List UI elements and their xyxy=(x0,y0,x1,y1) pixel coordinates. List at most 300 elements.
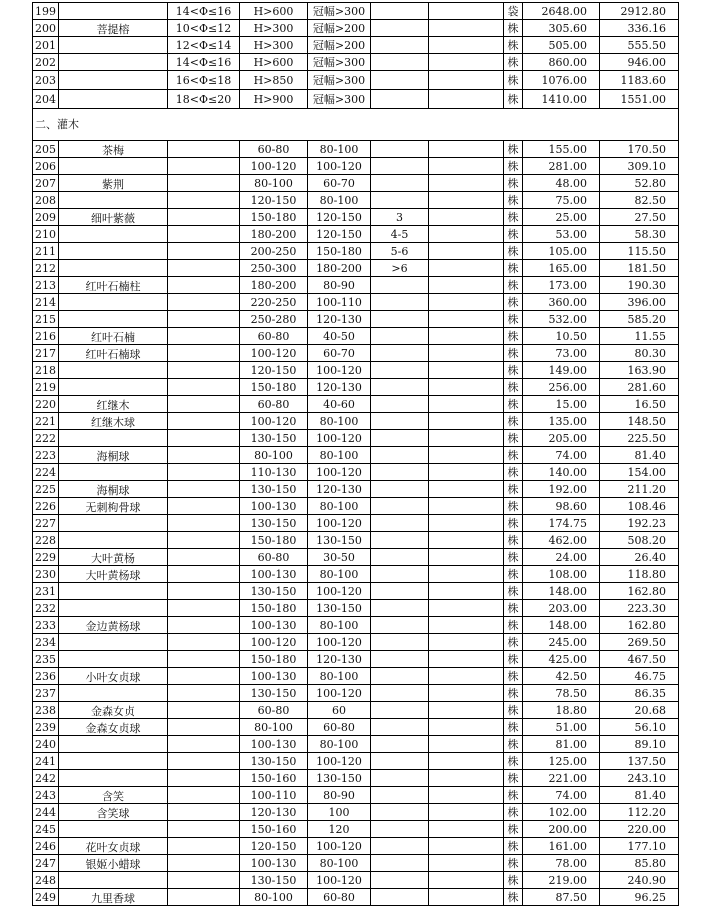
table-row xyxy=(33,20,679,37)
diameter-spec-cell xyxy=(168,430,240,447)
item-no-cell: 238 xyxy=(33,702,59,719)
height-spec-cell: 150-180 xyxy=(240,209,308,226)
remark-cell xyxy=(429,362,504,379)
diameter-spec-cell xyxy=(168,328,240,345)
item-no-cell: 221 xyxy=(33,413,59,430)
unit-cell: 株 xyxy=(504,685,523,702)
crown-spec-cell: 80-100 xyxy=(308,855,371,872)
tax-price-cell: 96.25 xyxy=(600,889,679,906)
branch-spec-cell xyxy=(371,71,429,90)
diameter-spec-cell xyxy=(168,481,240,498)
price-cell: 18.80 xyxy=(523,702,600,719)
remark-cell xyxy=(429,345,504,362)
branch-spec-cell: 3 xyxy=(371,209,429,226)
plant-name-cell: 金森女贞 xyxy=(59,702,168,719)
item-no-cell: 208 xyxy=(33,192,59,209)
remark-cell xyxy=(429,277,504,294)
item-no-cell: 226 xyxy=(33,498,59,515)
price-cell: 51.00 xyxy=(523,719,600,736)
price-cell: 75.00 xyxy=(523,192,600,209)
crown-spec-cell: 冠幅>300 xyxy=(308,71,371,90)
price-cell: 532.00 xyxy=(523,311,600,328)
plant-name-cell xyxy=(59,464,168,481)
diameter-spec-cell: 10<Φ≤12 xyxy=(168,20,240,37)
item-no-cell: 244 xyxy=(33,804,59,821)
price-cell: 165.00 xyxy=(523,260,600,277)
plant-name-cell: 菩提榕 xyxy=(59,20,168,37)
height-spec-cell: 250-300 xyxy=(240,260,308,277)
branch-spec-cell xyxy=(371,736,429,753)
crown-spec-cell: 80-90 xyxy=(308,277,371,294)
unit-cell: 株 xyxy=(504,770,523,787)
tax-price-cell: 177.10 xyxy=(600,838,679,855)
item-no-cell: 225 xyxy=(33,481,59,498)
remark-cell xyxy=(429,855,504,872)
diameter-spec-cell xyxy=(168,532,240,549)
remark-cell xyxy=(429,736,504,753)
branch-spec-cell xyxy=(371,719,429,736)
table-row xyxy=(33,668,679,685)
diameter-spec-cell xyxy=(168,685,240,702)
unit-cell: 株 xyxy=(504,447,523,464)
price-cell: 81.00 xyxy=(523,736,600,753)
table-row xyxy=(33,243,679,260)
diameter-spec-cell xyxy=(168,838,240,855)
item-no-cell: 202 xyxy=(33,54,59,71)
remark-cell xyxy=(429,141,504,158)
diameter-spec-cell xyxy=(168,804,240,821)
tax-price-cell: 16.50 xyxy=(600,396,679,413)
crown-spec-cell: 120 xyxy=(308,821,371,838)
diameter-spec-cell xyxy=(168,209,240,226)
plant-name-cell xyxy=(59,600,168,617)
crown-spec-cell: 120-130 xyxy=(308,651,371,668)
remark-cell xyxy=(429,481,504,498)
height-spec-cell: 100-120 xyxy=(240,158,308,175)
branch-spec-cell xyxy=(371,413,429,430)
plant-name-cell: 海桐球 xyxy=(59,481,168,498)
price-cell: 42.50 xyxy=(523,668,600,685)
item-no-cell: 201 xyxy=(33,37,59,54)
height-spec-cell: 100-130 xyxy=(240,668,308,685)
price-cell: 148.00 xyxy=(523,617,600,634)
plant-name-cell xyxy=(59,583,168,600)
unit-cell: 袋 xyxy=(504,3,523,20)
table-row xyxy=(33,838,679,855)
price-table xyxy=(32,2,679,906)
crown-spec-cell: 30-50 xyxy=(308,549,371,566)
tax-price-cell: 58.30 xyxy=(600,226,679,243)
crown-spec-cell: 100-120 xyxy=(308,838,371,855)
crown-spec-cell: 100-120 xyxy=(308,362,371,379)
table-row xyxy=(33,719,679,736)
table-row xyxy=(33,498,679,515)
plant-name-cell xyxy=(59,515,168,532)
table-row xyxy=(33,311,679,328)
diameter-spec-cell xyxy=(168,872,240,889)
table-row xyxy=(33,379,679,396)
item-no-cell: 232 xyxy=(33,600,59,617)
diameter-spec-cell: 16<Φ≤18 xyxy=(168,71,240,90)
branch-spec-cell xyxy=(371,668,429,685)
height-spec-cell: H>900 xyxy=(240,90,308,109)
branch-spec-cell xyxy=(371,566,429,583)
height-spec-cell: 130-150 xyxy=(240,481,308,498)
tax-price-cell: 118.80 xyxy=(600,566,679,583)
unit-cell: 株 xyxy=(504,583,523,600)
plant-name-cell xyxy=(59,311,168,328)
branch-spec-cell xyxy=(371,158,429,175)
unit-cell: 株 xyxy=(504,787,523,804)
remark-cell xyxy=(429,668,504,685)
height-spec-cell: 150-160 xyxy=(240,770,308,787)
table-row xyxy=(33,90,679,109)
height-spec-cell: 100-120 xyxy=(240,345,308,362)
item-no-cell: 220 xyxy=(33,396,59,413)
remark-cell xyxy=(429,549,504,566)
table-row xyxy=(33,54,679,71)
tax-price-cell: 396.00 xyxy=(600,294,679,311)
height-spec-cell: 60-80 xyxy=(240,328,308,345)
item-no-cell: 204 xyxy=(33,90,59,109)
height-spec-cell: 100-120 xyxy=(240,634,308,651)
item-no-cell: 213 xyxy=(33,277,59,294)
table-row xyxy=(33,617,679,634)
table-row xyxy=(33,277,679,294)
diameter-spec-cell xyxy=(168,294,240,311)
remark-cell xyxy=(429,787,504,804)
tax-price-cell: 86.35 xyxy=(600,685,679,702)
height-spec-cell: 150-180 xyxy=(240,532,308,549)
plant-name-cell xyxy=(59,260,168,277)
remark-cell xyxy=(429,328,504,345)
crown-spec-cell: 100-120 xyxy=(308,515,371,532)
plant-name-cell xyxy=(59,532,168,549)
table-row xyxy=(33,158,679,175)
unit-cell: 株 xyxy=(504,54,523,71)
branch-spec-cell xyxy=(371,804,429,821)
price-cell: 148.00 xyxy=(523,583,600,600)
diameter-spec-cell xyxy=(168,821,240,838)
branch-spec-cell xyxy=(371,600,429,617)
remark-cell xyxy=(429,37,504,54)
unit-cell: 株 xyxy=(504,37,523,54)
height-spec-cell: 150-180 xyxy=(240,600,308,617)
crown-spec-cell: 130-150 xyxy=(308,770,371,787)
plant-name-cell: 紫荆 xyxy=(59,175,168,192)
height-spec-cell: 80-100 xyxy=(240,175,308,192)
remark-cell xyxy=(429,311,504,328)
branch-spec-cell xyxy=(371,328,429,345)
remark-cell xyxy=(429,226,504,243)
branch-spec-cell xyxy=(371,294,429,311)
item-no-cell: 199 xyxy=(33,3,59,20)
remark-cell xyxy=(429,413,504,430)
item-no-cell: 206 xyxy=(33,158,59,175)
height-spec-cell: 130-150 xyxy=(240,872,308,889)
price-cell: 105.00 xyxy=(523,243,600,260)
diameter-spec-cell xyxy=(168,498,240,515)
plant-name-cell xyxy=(59,685,168,702)
plant-name-cell xyxy=(59,54,168,71)
item-no-cell: 212 xyxy=(33,260,59,277)
price-cell: 135.00 xyxy=(523,413,600,430)
unit-cell: 株 xyxy=(504,226,523,243)
tax-price-cell: 170.50 xyxy=(600,141,679,158)
crown-spec-cell: 100-120 xyxy=(308,753,371,770)
remark-cell xyxy=(429,753,504,770)
tax-price-cell: 309.10 xyxy=(600,158,679,175)
table-row xyxy=(33,753,679,770)
tax-price-cell: 108.46 xyxy=(600,498,679,515)
remark-cell xyxy=(429,294,504,311)
price-cell: 108.00 xyxy=(523,566,600,583)
price-cell: 860.00 xyxy=(523,54,600,71)
branch-spec-cell xyxy=(371,498,429,515)
price-cell: 24.00 xyxy=(523,549,600,566)
height-spec-cell: 100-130 xyxy=(240,855,308,872)
table-row xyxy=(33,345,679,362)
remark-cell xyxy=(429,396,504,413)
table-row xyxy=(33,192,679,209)
crown-spec-cell: 100-120 xyxy=(308,464,371,481)
plant-name-cell xyxy=(59,362,168,379)
item-no-cell: 229 xyxy=(33,549,59,566)
plant-name-cell: 红叶石楠柱 xyxy=(59,277,168,294)
price-cell: 1076.00 xyxy=(523,71,600,90)
unit-cell: 株 xyxy=(504,71,523,90)
table-row xyxy=(33,226,679,243)
unit-cell: 株 xyxy=(504,158,523,175)
tax-price-cell: 46.75 xyxy=(600,668,679,685)
branch-spec-cell xyxy=(371,651,429,668)
crown-spec-cell: 80-100 xyxy=(308,617,371,634)
branch-spec-cell xyxy=(371,787,429,804)
tax-price-cell: 555.50 xyxy=(600,37,679,54)
plant-name-cell xyxy=(59,158,168,175)
height-spec-cell: 110-130 xyxy=(240,464,308,481)
branch-spec-cell xyxy=(371,20,429,37)
unit-cell: 株 xyxy=(504,804,523,821)
height-spec-cell: H>850 xyxy=(240,71,308,90)
height-spec-cell: H>300 xyxy=(240,37,308,54)
item-no-cell: 234 xyxy=(33,634,59,651)
diameter-spec-cell xyxy=(168,787,240,804)
diameter-spec-cell xyxy=(168,379,240,396)
diameter-spec-cell xyxy=(168,447,240,464)
remark-cell xyxy=(429,379,504,396)
crown-spec-cell: 100-120 xyxy=(308,583,371,600)
price-cell: 140.00 xyxy=(523,464,600,481)
remark-cell xyxy=(429,175,504,192)
section-title: 二、灌木 xyxy=(33,109,679,141)
crown-spec-cell: 120-130 xyxy=(308,481,371,498)
crown-spec-cell: 冠幅>300 xyxy=(308,3,371,20)
remark-cell xyxy=(429,583,504,600)
height-spec-cell: 130-150 xyxy=(240,430,308,447)
branch-spec-cell xyxy=(371,515,429,532)
tax-price-cell: 585.20 xyxy=(600,311,679,328)
table-row xyxy=(33,787,679,804)
remark-cell xyxy=(429,889,504,906)
branch-spec-cell xyxy=(371,821,429,838)
table-row xyxy=(33,821,679,838)
branch-spec-cell xyxy=(371,549,429,566)
branch-spec-cell xyxy=(371,532,429,549)
plant-name-cell xyxy=(59,71,168,90)
tax-price-cell: 89.10 xyxy=(600,736,679,753)
price-table-body xyxy=(33,3,679,906)
plant-name-cell: 细叶紫薇 xyxy=(59,209,168,226)
plant-name-cell: 含笑球 xyxy=(59,804,168,821)
plant-name-cell: 含笑 xyxy=(59,787,168,804)
diameter-spec-cell xyxy=(168,702,240,719)
remark-cell xyxy=(429,498,504,515)
item-no-cell: 203 xyxy=(33,71,59,90)
unit-cell: 株 xyxy=(504,209,523,226)
item-no-cell: 245 xyxy=(33,821,59,838)
diameter-spec-cell xyxy=(168,770,240,787)
height-spec-cell: H>600 xyxy=(240,3,308,20)
height-spec-cell: 80-100 xyxy=(240,447,308,464)
branch-spec-cell xyxy=(371,583,429,600)
crown-spec-cell: 130-150 xyxy=(308,532,371,549)
unit-cell: 株 xyxy=(504,515,523,532)
unit-cell: 株 xyxy=(504,260,523,277)
branch-spec-cell xyxy=(371,311,429,328)
item-no-cell: 224 xyxy=(33,464,59,481)
diameter-spec-cell xyxy=(168,719,240,736)
remark-cell xyxy=(429,90,504,109)
crown-spec-cell: 60-70 xyxy=(308,345,371,362)
diameter-spec-cell xyxy=(168,549,240,566)
crown-spec-cell: 40-50 xyxy=(308,328,371,345)
unit-cell: 株 xyxy=(504,311,523,328)
height-spec-cell: 150-160 xyxy=(240,821,308,838)
crown-spec-cell: 100-120 xyxy=(308,430,371,447)
price-cell: 425.00 xyxy=(523,651,600,668)
plant-name-cell: 银姬小蜡球 xyxy=(59,855,168,872)
height-spec-cell: 100-130 xyxy=(240,617,308,634)
unit-cell: 株 xyxy=(504,498,523,515)
plant-name-cell: 红继木 xyxy=(59,396,168,413)
tax-price-cell: 11.55 xyxy=(600,328,679,345)
plant-name-cell: 小叶女贞球 xyxy=(59,668,168,685)
price-cell: 25.00 xyxy=(523,209,600,226)
price-cell: 173.00 xyxy=(523,277,600,294)
price-cell: 221.00 xyxy=(523,770,600,787)
height-spec-cell: 80-100 xyxy=(240,889,308,906)
plant-name-cell xyxy=(59,770,168,787)
crown-spec-cell: 80-100 xyxy=(308,413,371,430)
plant-name-cell xyxy=(59,37,168,54)
crown-spec-cell: 150-180 xyxy=(308,243,371,260)
branch-spec-cell xyxy=(371,872,429,889)
tax-price-cell: 946.00 xyxy=(600,54,679,71)
tax-price-cell: 26.40 xyxy=(600,549,679,566)
diameter-spec-cell xyxy=(168,600,240,617)
diameter-spec-cell xyxy=(168,855,240,872)
table-row xyxy=(33,651,679,668)
height-spec-cell: 130-150 xyxy=(240,583,308,600)
branch-spec-cell xyxy=(371,345,429,362)
remark-cell xyxy=(429,260,504,277)
unit-cell: 株 xyxy=(504,838,523,855)
diameter-spec-cell xyxy=(168,617,240,634)
height-spec-cell: 180-200 xyxy=(240,226,308,243)
price-cell: 48.00 xyxy=(523,175,600,192)
remark-cell xyxy=(429,702,504,719)
crown-spec-cell: 80-90 xyxy=(308,787,371,804)
price-cell: 505.00 xyxy=(523,37,600,54)
diameter-spec-cell: 12<Φ≤14 xyxy=(168,37,240,54)
plant-name-cell xyxy=(59,90,168,109)
table-row xyxy=(33,889,679,906)
tax-price-cell: 240.90 xyxy=(600,872,679,889)
crown-spec-cell: 120-130 xyxy=(308,379,371,396)
crown-spec-cell: 100-120 xyxy=(308,685,371,702)
height-spec-cell: H>300 xyxy=(240,20,308,37)
diameter-spec-cell xyxy=(168,158,240,175)
price-cell: 125.00 xyxy=(523,753,600,770)
height-spec-cell: 150-180 xyxy=(240,651,308,668)
tax-price-cell: 137.50 xyxy=(600,753,679,770)
remark-cell xyxy=(429,192,504,209)
item-no-cell: 243 xyxy=(33,787,59,804)
table-row xyxy=(33,566,679,583)
unit-cell: 株 xyxy=(504,413,523,430)
crown-spec-cell: 100-120 xyxy=(308,158,371,175)
diameter-spec-cell: 18<Φ≤20 xyxy=(168,90,240,109)
tax-price-cell: 81.40 xyxy=(600,447,679,464)
crown-spec-cell: 冠幅>300 xyxy=(308,54,371,71)
tax-price-cell: 225.50 xyxy=(600,430,679,447)
table-row xyxy=(33,396,679,413)
remark-cell xyxy=(429,515,504,532)
tax-price-cell: 82.50 xyxy=(600,192,679,209)
height-spec-cell: 100-130 xyxy=(240,566,308,583)
crown-spec-cell: 120-150 xyxy=(308,226,371,243)
diameter-spec-cell xyxy=(168,175,240,192)
diameter-spec-cell xyxy=(168,141,240,158)
crown-spec-cell: 80-100 xyxy=(308,447,371,464)
branch-spec-cell xyxy=(371,277,429,294)
diameter-spec-cell: 14<Φ≤16 xyxy=(168,3,240,20)
plant-name-cell: 大叶黄杨球 xyxy=(59,566,168,583)
price-cell: 98.60 xyxy=(523,498,600,515)
table-row xyxy=(33,702,679,719)
table-row xyxy=(33,515,679,532)
diameter-spec-cell xyxy=(168,362,240,379)
crown-spec-cell: 冠幅>300 xyxy=(308,90,371,109)
tax-price-cell: 508.20 xyxy=(600,532,679,549)
height-spec-cell: 250-280 xyxy=(240,311,308,328)
tax-price-cell: 85.80 xyxy=(600,855,679,872)
unit-cell: 株 xyxy=(504,634,523,651)
price-cell: 87.50 xyxy=(523,889,600,906)
crown-spec-cell: 80-100 xyxy=(308,498,371,515)
unit-cell: 株 xyxy=(504,379,523,396)
item-no-cell: 242 xyxy=(33,770,59,787)
unit-cell: 株 xyxy=(504,889,523,906)
crown-spec-cell: 80-100 xyxy=(308,668,371,685)
branch-spec-cell xyxy=(371,753,429,770)
unit-cell: 株 xyxy=(504,430,523,447)
height-spec-cell: H>600 xyxy=(240,54,308,71)
height-spec-cell: 120-150 xyxy=(240,838,308,855)
table-row xyxy=(33,37,679,54)
remark-cell xyxy=(429,430,504,447)
